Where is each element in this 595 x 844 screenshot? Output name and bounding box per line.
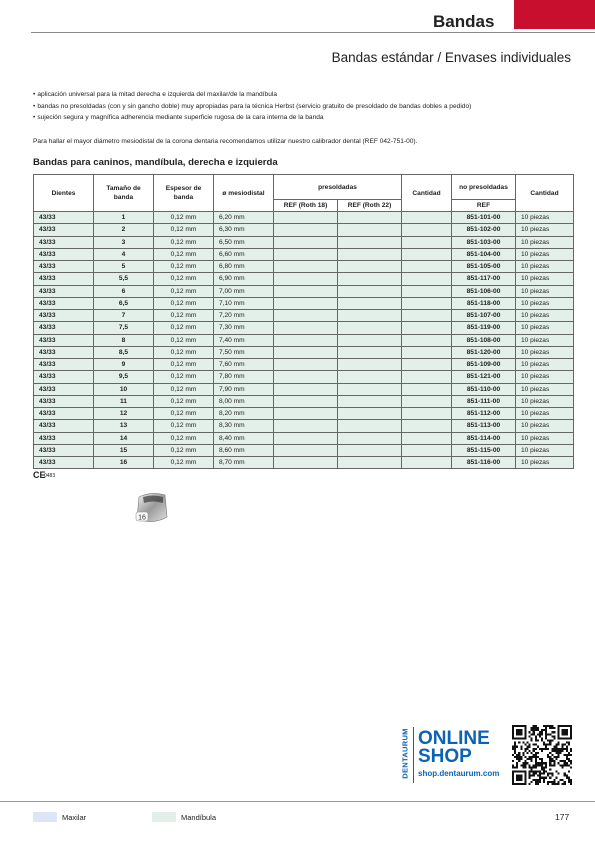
cell-espesor: 0,12 mm bbox=[154, 310, 214, 322]
cell-dientes: 43/33 bbox=[34, 346, 94, 358]
col-cantidad-presoldadas: Cantidad bbox=[402, 175, 452, 212]
table-row bbox=[34, 310, 574, 322]
table-row bbox=[34, 261, 574, 273]
cell-diametro: 8,00 mm bbox=[214, 395, 274, 407]
cell-espesor: 0,12 mm bbox=[154, 432, 214, 444]
cell-tamano: 15 bbox=[94, 444, 154, 456]
cell-tamano: 6 bbox=[94, 285, 154, 297]
cell-dientes: 43/33 bbox=[34, 408, 94, 420]
cell-cantidad-presoldadas bbox=[402, 346, 452, 358]
cell-ref-roth22 bbox=[338, 457, 402, 469]
cell-ref-roth18 bbox=[274, 322, 338, 334]
cell-dientes: 43/33 bbox=[34, 432, 94, 444]
table-row bbox=[34, 346, 574, 358]
cell-tamano: 4 bbox=[94, 248, 154, 260]
table-row bbox=[34, 248, 574, 260]
cell-ref: 851-102-00 bbox=[452, 224, 516, 236]
cell-cantidad: 10 piezas bbox=[516, 261, 574, 273]
legend-swatch-maxilar bbox=[33, 812, 57, 822]
cell-ref-roth22 bbox=[338, 322, 402, 334]
cell-tamano: 6,5 bbox=[94, 297, 154, 309]
cell-ref-roth22 bbox=[338, 359, 402, 371]
cell-ref-roth22 bbox=[338, 334, 402, 346]
cell-cantidad: 10 piezas bbox=[516, 334, 574, 346]
table-row bbox=[34, 395, 574, 407]
table-row bbox=[34, 444, 574, 456]
cell-espesor: 0,12 mm bbox=[154, 248, 214, 260]
cell-diametro: 6,20 mm bbox=[214, 212, 274, 224]
cell-ref-roth22 bbox=[338, 297, 402, 309]
table-row bbox=[34, 334, 574, 346]
cell-tamano: 9,5 bbox=[94, 371, 154, 383]
cell-ref: 851-110-00 bbox=[452, 383, 516, 395]
cell-diametro: 7,10 mm bbox=[214, 297, 274, 309]
cell-cantidad-presoldadas bbox=[402, 432, 452, 444]
shop-url-link[interactable]: shop.dentaurum.com bbox=[418, 769, 500, 778]
legend-label-maxilar: Maxilar bbox=[62, 813, 87, 822]
legend-label-mandibula: Mandíbula bbox=[181, 813, 217, 822]
page-subtitle: Bandas estándar / Envases individuales bbox=[331, 50, 571, 65]
cell-ref: 851-108-00 bbox=[452, 334, 516, 346]
cell-tamano: 2 bbox=[94, 224, 154, 236]
cell-diametro: 8,60 mm bbox=[214, 444, 274, 456]
cell-ref-roth18 bbox=[274, 457, 338, 469]
cell-espesor: 0,12 mm bbox=[154, 236, 214, 248]
page-number: 177 bbox=[555, 812, 570, 822]
cell-dientes: 43/33 bbox=[34, 224, 94, 236]
table-row bbox=[34, 273, 574, 285]
cell-espesor: 0,12 mm bbox=[154, 297, 214, 309]
cell-ref-roth22 bbox=[338, 310, 402, 322]
table-row bbox=[34, 297, 574, 309]
cell-ref-roth22 bbox=[338, 371, 402, 383]
brand-logo: DENTAURUM bbox=[400, 728, 410, 779]
cell-tamano: 7 bbox=[94, 310, 154, 322]
cell-tamano: 5,5 bbox=[94, 273, 154, 285]
cell-ref: 851-118-00 bbox=[452, 297, 516, 309]
cell-cantidad: 10 piezas bbox=[516, 346, 574, 358]
cell-cantidad: 10 piezas bbox=[516, 383, 574, 395]
cell-diametro: 6,80 mm bbox=[214, 261, 274, 273]
cell-diametro: 8,40 mm bbox=[214, 432, 274, 444]
cell-dientes: 43/33 bbox=[34, 371, 94, 383]
cell-diametro: 7,50 mm bbox=[214, 346, 274, 358]
legend-swatch-mandibula bbox=[152, 812, 176, 822]
cell-diametro: 7,40 mm bbox=[214, 334, 274, 346]
cell-tamano: 14 bbox=[94, 432, 154, 444]
cell-cantidad-presoldadas bbox=[402, 236, 452, 248]
cell-ref-roth18 bbox=[274, 408, 338, 420]
band-size-label: 16 bbox=[138, 514, 146, 522]
cell-cantidad-presoldadas bbox=[402, 457, 452, 469]
cell-cantidad: 10 piezas bbox=[516, 457, 574, 469]
col-ref: REF bbox=[452, 200, 516, 212]
cell-cantidad-presoldadas bbox=[402, 322, 452, 334]
cell-cantidad-presoldadas bbox=[402, 297, 452, 309]
table-row bbox=[34, 457, 574, 469]
cell-dientes: 43/33 bbox=[34, 359, 94, 371]
cell-espesor: 0,12 mm bbox=[154, 457, 214, 469]
cell-ref-roth22 bbox=[338, 346, 402, 358]
cell-cantidad-presoldadas bbox=[402, 371, 452, 383]
cell-ref: 851-121-00 bbox=[452, 371, 516, 383]
cell-ref-roth22 bbox=[338, 212, 402, 224]
cell-ref-roth22 bbox=[338, 432, 402, 444]
cell-diametro: 7,80 mm bbox=[214, 371, 274, 383]
cell-ref: 851-116-00 bbox=[452, 457, 516, 469]
cell-ref-roth22 bbox=[338, 248, 402, 260]
cell-ref-roth22 bbox=[338, 261, 402, 273]
footer-divider bbox=[0, 801, 595, 802]
table-row bbox=[34, 285, 574, 297]
cell-tamano: 7,5 bbox=[94, 322, 154, 334]
cell-ref: 851-117-00 bbox=[452, 273, 516, 285]
cell-ref: 851-111-00 bbox=[452, 395, 516, 407]
cell-ref: 851-103-00 bbox=[452, 236, 516, 248]
cell-tamano: 10 bbox=[94, 383, 154, 395]
cell-diametro: 6,50 mm bbox=[214, 236, 274, 248]
cell-espesor: 0,12 mm bbox=[154, 285, 214, 297]
cell-ref-roth18 bbox=[274, 395, 338, 407]
cell-ref-roth18 bbox=[274, 444, 338, 456]
cell-dientes: 43/33 bbox=[34, 334, 94, 346]
cell-cantidad-presoldadas bbox=[402, 310, 452, 322]
cell-espesor: 0,12 mm bbox=[154, 261, 214, 273]
table-row bbox=[34, 371, 574, 383]
qr-code[interactable] bbox=[512, 725, 572, 785]
table-row bbox=[34, 236, 574, 248]
cell-espesor: 0,12 mm bbox=[154, 273, 214, 285]
cell-cantidad: 10 piezas bbox=[516, 297, 574, 309]
cell-espesor: 0,12 mm bbox=[154, 371, 214, 383]
col-diametro: ø mesiodistal bbox=[214, 175, 274, 212]
feature-list bbox=[33, 89, 573, 124]
cell-tamano: 8 bbox=[94, 334, 154, 346]
cell-cantidad: 10 piezas bbox=[516, 322, 574, 334]
cell-cantidad: 10 piezas bbox=[516, 273, 574, 285]
cell-ref: 851-105-00 bbox=[452, 261, 516, 273]
table-row bbox=[34, 420, 574, 432]
col-cantidad: Cantidad bbox=[516, 175, 574, 212]
cell-espesor: 0,12 mm bbox=[154, 444, 214, 456]
cell-ref-roth18 bbox=[274, 248, 338, 260]
section-tab bbox=[514, 0, 595, 29]
col-presoldadas: presoldadas bbox=[274, 175, 402, 200]
cell-cantidad: 10 piezas bbox=[516, 212, 574, 224]
cell-espesor: 0,12 mm bbox=[154, 359, 214, 371]
cell-espesor: 0,12 mm bbox=[154, 212, 214, 224]
cell-cantidad-presoldadas bbox=[402, 212, 452, 224]
cell-espesor: 0,12 mm bbox=[154, 346, 214, 358]
cell-ref-roth18 bbox=[274, 334, 338, 346]
cell-cantidad: 10 piezas bbox=[516, 285, 574, 297]
cell-ref-roth18 bbox=[274, 383, 338, 395]
cell-ref-roth22 bbox=[338, 383, 402, 395]
cell-tamano: 11 bbox=[94, 395, 154, 407]
ce-mark: CE bbox=[33, 470, 46, 480]
cell-diametro: 6,30 mm bbox=[214, 224, 274, 236]
cell-ref: 851-112-00 bbox=[452, 408, 516, 420]
cell-ref-roth18 bbox=[274, 212, 338, 224]
cell-ref-roth22 bbox=[338, 420, 402, 432]
cell-ref-roth18 bbox=[274, 224, 338, 236]
cell-ref: 851-114-00 bbox=[452, 432, 516, 444]
table-row bbox=[34, 322, 574, 334]
cell-cantidad-presoldadas bbox=[402, 285, 452, 297]
cell-ref-roth18 bbox=[274, 359, 338, 371]
shop-headline-online: ONLINE bbox=[418, 728, 490, 749]
feature-item: • sujeción segura y magnífica adherencia mediante superficie rugosa de la cara interna de la banda bbox=[33, 112, 573, 124]
cell-cantidad-presoldadas bbox=[402, 395, 452, 407]
cell-cantidad-presoldadas bbox=[402, 359, 452, 371]
cell-espesor: 0,12 mm bbox=[154, 420, 214, 432]
feature-item: • bandas no presoldadas (con y sin gancho doble) muy apropiadas para la técnica Herbst (servicio gratuito de presoldado de bandas dobles a pedido) bbox=[33, 101, 573, 113]
cell-diametro: 7,30 mm bbox=[214, 322, 274, 334]
cell-espesor: 0,12 mm bbox=[154, 395, 214, 407]
cell-cantidad-presoldadas bbox=[402, 420, 452, 432]
cell-dientes: 43/33 bbox=[34, 457, 94, 469]
cell-dientes: 43/33 bbox=[34, 310, 94, 322]
cell-ref-roth22 bbox=[338, 408, 402, 420]
cell-ref-roth18 bbox=[274, 285, 338, 297]
feature-item: • aplicación universal para la mitad derecha e izquierda del maxilar/de la mandíbula bbox=[33, 89, 573, 101]
cell-ref: 851-107-00 bbox=[452, 310, 516, 322]
cell-cantidad: 10 piezas bbox=[516, 248, 574, 260]
table-row bbox=[34, 224, 574, 236]
cell-ref: 851-113-00 bbox=[452, 420, 516, 432]
band-illustration bbox=[131, 491, 171, 527]
cell-dientes: 43/33 bbox=[34, 444, 94, 456]
cell-tamano: 12 bbox=[94, 408, 154, 420]
col-tamano: Tamaño de banda bbox=[94, 175, 154, 212]
cell-cantidad-presoldadas bbox=[402, 408, 452, 420]
table-row bbox=[34, 212, 574, 224]
cell-espesor: 0,12 mm bbox=[154, 408, 214, 420]
cell-tamano: 3 bbox=[94, 236, 154, 248]
table-title: Bandas para caninos, mandíbula, derecha e izquierda bbox=[33, 157, 278, 168]
cell-tamano: 5 bbox=[94, 261, 154, 273]
cell-ref-roth18 bbox=[274, 273, 338, 285]
cell-cantidad-presoldadas bbox=[402, 273, 452, 285]
cell-ref-roth22 bbox=[338, 395, 402, 407]
cell-dientes: 43/33 bbox=[34, 212, 94, 224]
calibrator-note: Para hallar el mayor diámetro mesiodistal de la corona dentaria recomendamos utilizar nuestro calibrador dental (REF 042-751-00). bbox=[33, 138, 418, 145]
cell-dientes: 43/33 bbox=[34, 395, 94, 407]
cell-dientes: 43/33 bbox=[34, 383, 94, 395]
cell-cantidad-presoldadas bbox=[402, 224, 452, 236]
header-divider bbox=[31, 32, 595, 33]
cell-ref-roth18 bbox=[274, 346, 338, 358]
col-no-presoldadas: no presoldadas bbox=[452, 175, 516, 200]
cell-ref-roth22 bbox=[338, 444, 402, 456]
cell-cantidad: 10 piezas bbox=[516, 408, 574, 420]
cell-ref: 851-109-00 bbox=[452, 359, 516, 371]
table-row bbox=[34, 383, 574, 395]
cell-tamano: 16 bbox=[94, 457, 154, 469]
cell-ref-roth18 bbox=[274, 310, 338, 322]
cell-ref: 851-104-00 bbox=[452, 248, 516, 260]
cell-tamano: 13 bbox=[94, 420, 154, 432]
cell-dientes: 43/33 bbox=[34, 248, 94, 260]
cell-dientes: 43/33 bbox=[34, 420, 94, 432]
cell-ref-roth22 bbox=[338, 236, 402, 248]
cell-ref: 851-101-00 bbox=[452, 212, 516, 224]
cell-ref-roth22 bbox=[338, 285, 402, 297]
cell-ref: 851-120-00 bbox=[452, 346, 516, 358]
cell-diametro: 6,60 mm bbox=[214, 248, 274, 260]
cell-dientes: 43/33 bbox=[34, 297, 94, 309]
cell-dientes: 43/33 bbox=[34, 273, 94, 285]
cell-cantidad-presoldadas bbox=[402, 261, 452, 273]
cell-ref-roth22 bbox=[338, 224, 402, 236]
cell-diametro: 7,00 mm bbox=[214, 285, 274, 297]
cell-cantidad-presoldadas bbox=[402, 334, 452, 346]
cell-espesor: 0,12 mm bbox=[154, 383, 214, 395]
cell-diametro: 8,30 mm bbox=[214, 420, 274, 432]
cell-espesor: 0,12 mm bbox=[154, 322, 214, 334]
cell-cantidad: 10 piezas bbox=[516, 359, 574, 371]
banner-divider bbox=[413, 727, 414, 783]
cell-dientes: 43/33 bbox=[34, 322, 94, 334]
cell-cantidad: 10 piezas bbox=[516, 310, 574, 322]
cell-cantidad: 10 piezas bbox=[516, 395, 574, 407]
cell-dientes: 43/33 bbox=[34, 285, 94, 297]
cell-ref-roth22 bbox=[338, 273, 402, 285]
table-row bbox=[34, 432, 574, 444]
cell-diametro: 8,70 mm bbox=[214, 457, 274, 469]
cell-diametro: 6,90 mm bbox=[214, 273, 274, 285]
cell-cantidad: 10 piezas bbox=[516, 371, 574, 383]
cell-ref-roth18 bbox=[274, 371, 338, 383]
cell-ref-roth18 bbox=[274, 420, 338, 432]
cell-tamano: 1 bbox=[94, 212, 154, 224]
cell-ref-roth18 bbox=[274, 432, 338, 444]
cell-cantidad-presoldadas bbox=[402, 444, 452, 456]
cell-diametro: 7,20 mm bbox=[214, 310, 274, 322]
bands-table bbox=[33, 174, 574, 469]
table-row bbox=[34, 359, 574, 371]
cell-diametro: 8,20 mm bbox=[214, 408, 274, 420]
col-ref-roth18: REF (Roth 18) bbox=[274, 200, 338, 212]
cell-cantidad: 10 piezas bbox=[516, 236, 574, 248]
cell-tamano: 8,5 bbox=[94, 346, 154, 358]
cell-cantidad: 10 piezas bbox=[516, 444, 574, 456]
cell-cantidad: 10 piezas bbox=[516, 432, 574, 444]
cell-dientes: 43/33 bbox=[34, 261, 94, 273]
cell-ref: 851-115-00 bbox=[452, 444, 516, 456]
cell-cantidad: 10 piezas bbox=[516, 420, 574, 432]
page-title: Bandas bbox=[433, 12, 495, 31]
cell-espesor: 0,12 mm bbox=[154, 224, 214, 236]
cell-ref: 851-106-00 bbox=[452, 285, 516, 297]
cell-cantidad-presoldadas bbox=[402, 248, 452, 260]
cell-cantidad-presoldadas bbox=[402, 383, 452, 395]
cell-ref-roth18 bbox=[274, 236, 338, 248]
cell-ref: 851-119-00 bbox=[452, 322, 516, 334]
table-row bbox=[34, 408, 574, 420]
cell-espesor: 0,12 mm bbox=[154, 334, 214, 346]
ce-code: 0483 bbox=[44, 473, 56, 479]
cell-diametro: 7,90 mm bbox=[214, 383, 274, 395]
cell-ref-roth18 bbox=[274, 261, 338, 273]
cell-tamano: 9 bbox=[94, 359, 154, 371]
cell-dientes: 43/33 bbox=[34, 236, 94, 248]
col-espesor: Espesor de banda bbox=[154, 175, 214, 212]
cell-diametro: 7,60 mm bbox=[214, 359, 274, 371]
shop-headline-shop: SHOP bbox=[418, 746, 472, 767]
col-dientes: Dientes bbox=[34, 175, 94, 212]
cell-cantidad: 10 piezas bbox=[516, 224, 574, 236]
col-ref-roth22: REF (Roth 22) bbox=[338, 200, 402, 212]
cell-ref-roth18 bbox=[274, 297, 338, 309]
